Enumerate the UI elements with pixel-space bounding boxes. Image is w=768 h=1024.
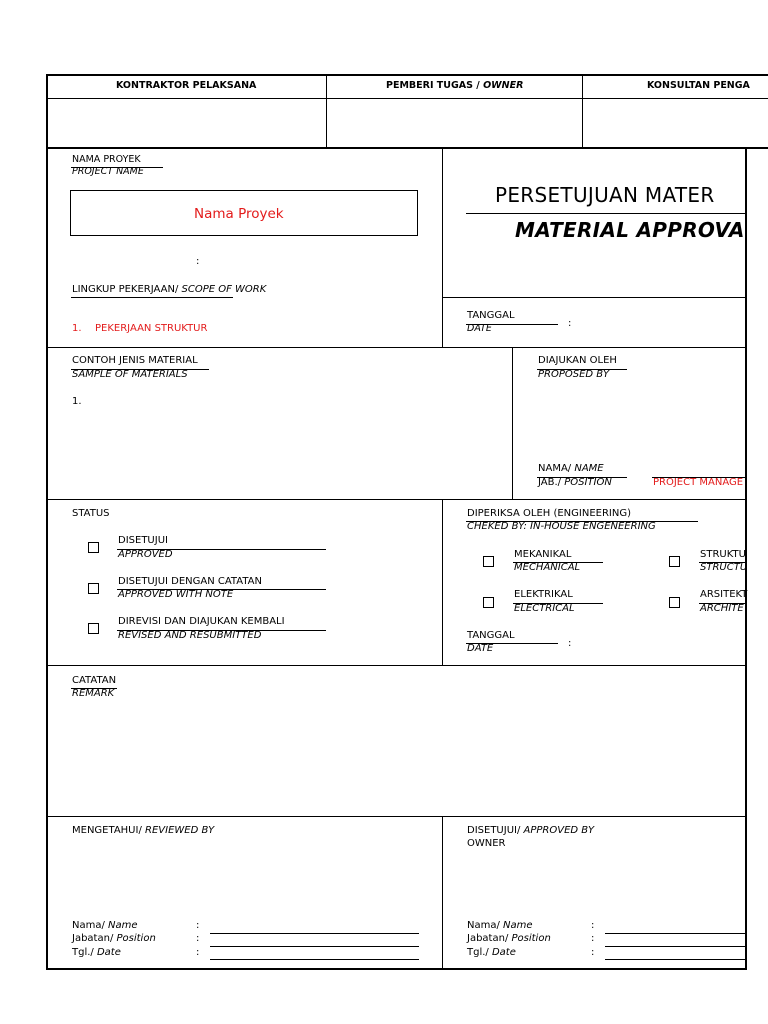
project-label-en: PROJECT NAME bbox=[72, 166, 144, 177]
reviewed-name-colon: : bbox=[196, 920, 200, 931]
checked-date-label-en: DATE bbox=[467, 643, 494, 654]
status-approved-label: DISETUJUI bbox=[118, 535, 168, 546]
title-date-divider bbox=[442, 297, 746, 298]
checked-electrical-label: ELEKTRIKAL bbox=[514, 589, 573, 600]
remark-area[interactable] bbox=[48, 700, 744, 814]
proposed-position-value: PROJECT MANAGE bbox=[653, 477, 744, 488]
sample-label-en: SAMPLE OF MATERIALS bbox=[72, 369, 188, 380]
status-revised-checkbox[interactable] bbox=[88, 623, 99, 634]
proposed-name-label: NAMA/ NAME bbox=[538, 463, 604, 474]
approved-date-label: Tgl./ Date bbox=[467, 947, 516, 958]
title-underline bbox=[466, 213, 746, 214]
scope-underline bbox=[71, 297, 233, 298]
row-divider-4 bbox=[46, 816, 746, 817]
approved-position-line[interactable] bbox=[605, 946, 746, 947]
status-approved-label-en: APPROVED bbox=[118, 549, 173, 560]
checked-label: DIPERIKSA OLEH (ENGINEERING) bbox=[467, 508, 632, 519]
sample-label: CONTOH JENIS MATERIAL bbox=[72, 355, 198, 366]
proposed-position-label: JAB./ POSITION bbox=[538, 477, 612, 488]
status-approved-note-checkbox[interactable] bbox=[88, 583, 99, 594]
header-owner: PEMBERI TUGAS / OWNER bbox=[386, 80, 524, 91]
checked-mechanical-checkbox[interactable] bbox=[483, 556, 494, 567]
checked-architectural-label-en: ARCHITE bbox=[700, 603, 744, 614]
sample-item-1: 1. bbox=[72, 396, 82, 407]
checked-architectural-label: ARSITEKT bbox=[700, 589, 748, 600]
approved-position-label: Jabatan/ Position bbox=[467, 933, 551, 944]
reviewed-label: MENGETAHUI/ REVIEWED BY bbox=[72, 825, 215, 836]
checked-label-en: CHEKED BY: IN-HOUSE ENGENEERING bbox=[467, 521, 656, 532]
row-divider-2 bbox=[46, 499, 746, 500]
approved-name-colon: : bbox=[591, 920, 595, 931]
remark-label-en: REMARK bbox=[72, 688, 115, 699]
checked-mechanical-label: MEKANIKAL bbox=[514, 549, 572, 560]
scope-item-text: PEKERJAAN STRUKTUR bbox=[95, 323, 208, 334]
date-top-colon: : bbox=[568, 318, 572, 329]
reviewed-position-line[interactable] bbox=[210, 946, 419, 947]
title-sub: MATERIAL APPROVA bbox=[515, 218, 745, 242]
header-col-divider-2 bbox=[582, 74, 583, 148]
approved-by-label: DISETUJUI/ APPROVED BY bbox=[467, 825, 595, 836]
status-approved-checkbox[interactable] bbox=[88, 542, 99, 553]
checked-electrical-label-en: ELECTRICAL bbox=[514, 603, 575, 614]
project-colon: : bbox=[196, 256, 200, 267]
row-divider-1 bbox=[46, 347, 746, 348]
approved-date-line[interactable] bbox=[605, 959, 746, 960]
checked-structural-checkbox[interactable] bbox=[669, 556, 680, 567]
header-contractor: KONTRAKTOR PELAKSANA bbox=[116, 80, 257, 91]
date-top-label: TANGGAL bbox=[467, 310, 515, 321]
remark-label: CATATAN bbox=[72, 675, 117, 686]
approved-date-colon: : bbox=[591, 947, 595, 958]
scope-item-number: 1. bbox=[72, 323, 82, 334]
approved-name-label: Nama/ Name bbox=[467, 920, 533, 931]
approved-position-colon: : bbox=[591, 933, 595, 944]
checked-electrical-checkbox[interactable] bbox=[483, 597, 494, 608]
proposed-label-en: PROPOSED BY bbox=[538, 369, 610, 380]
status-approved-note-label-en: APPROVED WITH NOTE bbox=[118, 589, 234, 600]
approved-name-line[interactable] bbox=[605, 933, 746, 934]
project-name-value: Nama Proyek bbox=[194, 206, 284, 222]
row-divider-3 bbox=[46, 665, 746, 666]
reviewed-date-colon: : bbox=[196, 947, 200, 958]
reviewed-date-label: Tgl./ Date bbox=[72, 947, 121, 958]
reviewed-name-label: Nama/ Name bbox=[72, 920, 138, 931]
checked-architectural-checkbox[interactable] bbox=[669, 597, 680, 608]
checked-date-label: TANGGAL bbox=[467, 630, 515, 641]
checked-structural-label-en: STRUCTU bbox=[700, 562, 748, 573]
scope-label: LINGKUP PEKERJAAN/ SCOPE OF WORK bbox=[72, 284, 267, 295]
center-divider-upper bbox=[442, 148, 443, 348]
reviewed-position-label: Jabatan/ Position bbox=[72, 933, 156, 944]
status-label: STATUS bbox=[72, 508, 110, 519]
sample-proposed-divider bbox=[512, 347, 513, 500]
reviewed-name-line[interactable] bbox=[210, 933, 419, 934]
frame-left-line bbox=[46, 74, 48, 970]
status-revised-label-en: REVISED AND RESUBMITTED bbox=[118, 630, 262, 641]
header-col-divider-1 bbox=[326, 74, 327, 148]
checked-date-colon: : bbox=[568, 638, 572, 649]
reviewed-date-line[interactable] bbox=[210, 959, 419, 960]
date-top-label-en: DATE bbox=[467, 323, 492, 334]
header-consultant: KONSULTAN PENGA bbox=[647, 80, 750, 91]
checked-mechanical-label-en: MECHANICAL bbox=[514, 562, 581, 573]
header-bottom-line bbox=[46, 147, 768, 149]
title-main: PERSETUJUAN MATER bbox=[495, 183, 715, 207]
signature-divider bbox=[442, 816, 443, 969]
status-revised-label: DIREVISI DAN DIAJUKAN KEMBALI bbox=[118, 616, 285, 627]
status-checked-divider bbox=[442, 499, 443, 666]
proposed-label: DIAJUKAN OLEH bbox=[538, 355, 617, 366]
checked-structural-label: STRUKTU bbox=[700, 549, 746, 560]
frame-top-line bbox=[46, 74, 768, 76]
status-approved-note-label: DISETUJUI DENGAN CATATAN bbox=[118, 576, 262, 587]
project-label: NAMA PROYEK bbox=[72, 154, 141, 165]
header-divider bbox=[46, 98, 768, 99]
reviewed-position-colon: : bbox=[196, 933, 200, 944]
frame-bottom-line bbox=[46, 968, 746, 970]
approved-by-owner: OWNER bbox=[467, 838, 506, 849]
